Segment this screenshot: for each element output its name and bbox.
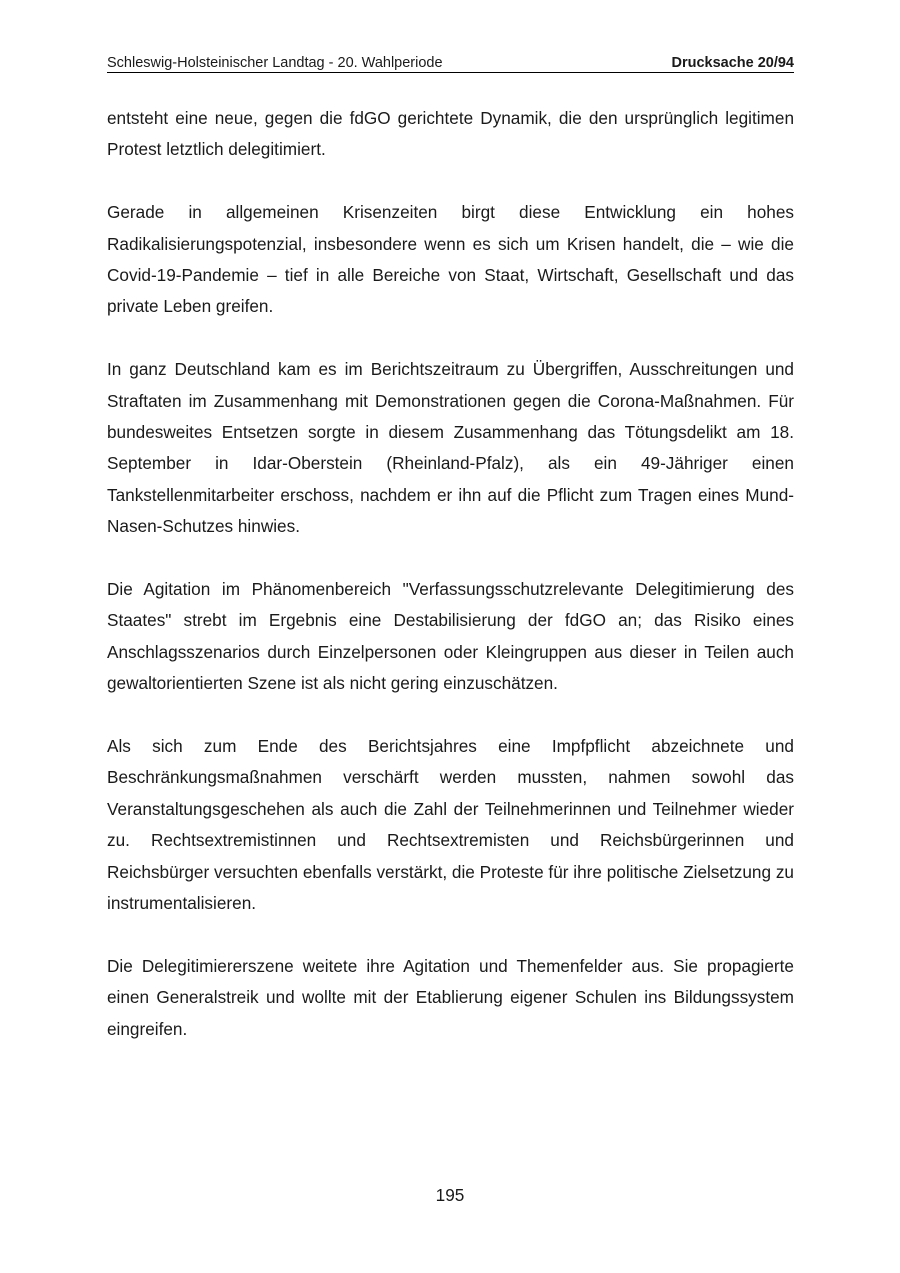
paragraph-2: Gerade in allgemeinen Krisenzeiten birgt diese Entwicklung ein hohes Radikalisierungspotenzial, insbesondere wenn es sich um Krisen handelt, die – wie die Covid-19-Pandemie – tief in alle Bereiche von Staat, Wirtschaft, Gesellschaft und das private Leben greifen.	[107, 202, 794, 317]
header-title: Schleswig-Holsteinischer Landtag - 20. Wahlperiode	[107, 55, 443, 71]
paragraph-1: entsteht eine neue, gegen die fdGO gerichtete Dynamik, die den ursprünglich legitimen Protest letztlich delegitimiert.	[107, 108, 794, 160]
page-number: 195	[435, 1185, 465, 1205]
paragraph-4: Die Agitation im Phänomenbereich "Verfassungsschutzrelevante Delegitimierung des Staates" strebt im Ergebnis eine Destabilisierung der fdGO an; das Risiko eines Anschlagsszenarios durch Einzelpersonen oder Kleingruppen aus dieser in Teilen auch gewaltorientierten Szene ist als nicht gering einzuschätzen.	[107, 579, 794, 694]
document-number: Drucksache 20/94	[671, 55, 794, 71]
paragraph-5: Als sich zum Ende des Berichtsjahres eine Impfpflicht abzeichnete und Beschränkungsmaßnahmen verschärft werden mussten, nahmen sowohl das Veranstaltungsgeschehen als auch die Zahl der Teilnehmerinnen und Teilnehmer wieder zu. Rechtsextremistinnen und Rechtsextremisten und Reichsbürgerinnen und Reichsbürger versuchten ebenfalls verstärkt, die Proteste für ihre politische Zielsetzung zu instrumentalisieren.	[107, 736, 794, 914]
paragraph-3: In ganz Deutschland kam es im Berichtszeitraum zu Übergriffen, Ausschreitungen und Straftaten im Zusammenhang mit Demonstrationen gegen die Corona-Maßnahmen. Für bundesweites Entsetzen sorgte in diesem Zusammenhang das Tötungsdelikt am 18. September in Idar-Oberstein (Rheinland-Pfalz), als ein 49-Jähriger einen Tankstellenmitarbeiter erschoss, nachdem er ihn auf die Pflicht zum Tragen eines Mund-Nasen-Schutzes hinwies.	[107, 359, 794, 537]
page-header	[107, 54, 794, 73]
paragraph-6: Die Delegitimiererszene weitete ihre Agitation und Themenfelder aus. Sie propagierte einen Generalstreik und wollte mit der Etablierung eigener Schulen ins Bildungssystem eingreifen.	[107, 955, 794, 1039]
body-text	[107, 103, 794, 1077]
